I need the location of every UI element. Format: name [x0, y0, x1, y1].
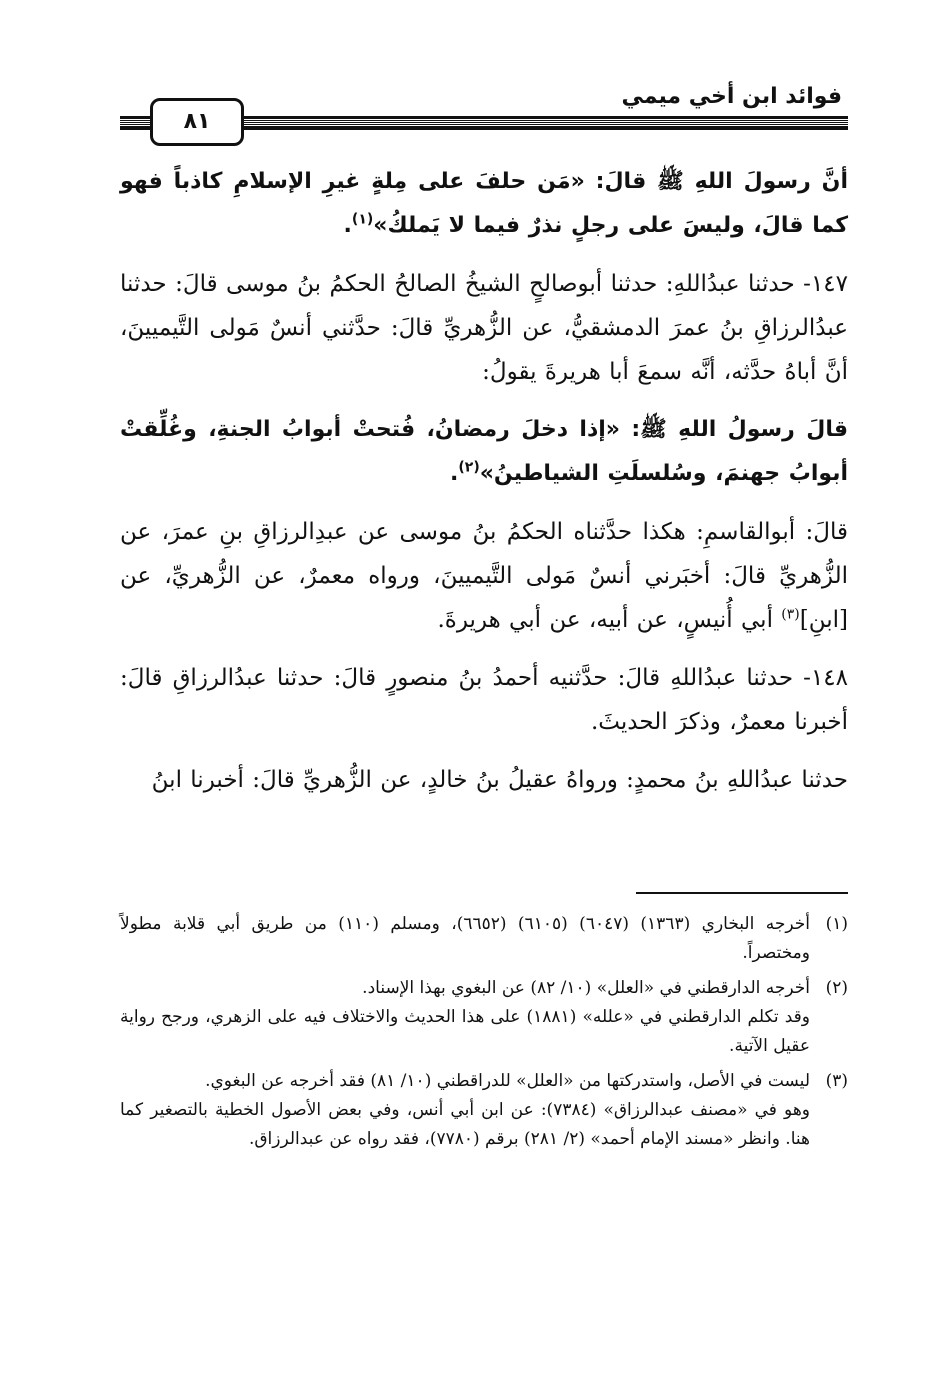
paragraph-text: ١٤٨- حدثنا عبدُاللهِ قالَ: حدَّثنيه أحمدُ بنُ منصورٍ قالَ: حدثنا عبدُالرزاقِ قالَ: أخبرنا معمرٌ، وذكرَ الحديثَ. [120, 665, 848, 735]
footnote-number: (٢) [825, 978, 848, 998]
footnote-ref: (٣) [781, 606, 800, 623]
footnote-line: وقد تكلم الدارقطني في «علله» (١٨٨١) على هذا الحديث والاختلاف فيه على الزهري، ورجح رواية عقيل الآتية. [120, 1007, 810, 1056]
paragraph-end: . [450, 461, 459, 486]
footnote-number: (٣) [825, 1071, 848, 1091]
footnote-item [120, 910, 848, 968]
footnote-line: أخرجه الدارقطني في «العلل» (١٠/ ٨٢) عن البغوي بهذا الإسناد. [362, 978, 810, 998]
footnote-number: (١) [825, 914, 848, 934]
footnote-line: ليست في الأصل، واستدركتها من «العلل» للدراقطني (١٠/ ٨١) فقد أخرجه عن البغوي. [205, 1071, 810, 1091]
footnote-line: وهو في «مصنف عبدالرزاق» (٧٣٨٤): عن ابن أبي أنس، وفي بعض الأصول الخطية بالتصغير كما هنا. وانظر «مسند الإمام أحمد» (٢/ ٢٨١) برقم (٧٧٨٠)، فقد رواه عن عبدالرزاق. [120, 1100, 810, 1149]
page-header [120, 70, 848, 150]
book-page [120, 70, 848, 1370]
paragraph [120, 160, 848, 248]
paragraph-text: ١٤٧- حدثنا عبدُاللهِ: حدثنا أبوصالحٍ الشيخُ الصالحُ الحكمُ بنُ موسى قالَ: حدثنا عبدُالرزاقِ بنُ عمرَ الدمشقيُّ، عن الزُّهريِّ قالَ: حدَّثني أنسٌ مَولى التَّيميينَ، أنَّ أباهُ حدَّثه، أنَّه سمعَ أبا هريرةَ يقولُ: [120, 271, 848, 385]
footnote-ref: (١) [351, 211, 374, 228]
footnote-line: أخرجه البخاري (١٣٦٣) (٦٠٤٧) (٦١٠٥) (٦٦٥٢)، ومسلم (١١٠) من طريق أبي قلابة مطولاً ومختصراً. [120, 914, 811, 963]
footnotes [120, 910, 848, 1160]
paragraph [120, 758, 848, 802]
footnote-separator [636, 892, 848, 894]
footnote-item [120, 974, 848, 1061]
footnote-item [120, 1067, 848, 1154]
paragraph-end: أبي أُنيسٍ، عن أبيه، عن أبي هريرةَ. [437, 607, 782, 633]
paragraph [120, 262, 848, 394]
paragraph [120, 510, 848, 642]
main-text [120, 160, 848, 816]
footnote-ref: (٢) [458, 459, 480, 476]
paragraph-text: قالَ: أبوالقاسمِ: هكذا حدَّثناه الحكمُ بنُ موسى عن عبدِالرزاقِ بنِ عمرَ، عن الزُّهريِّ قالَ: أخبَرني أنسٌ مَولى التَّيميينَ، ورواه معمرٌ، عن الزُّهريِّ، عن [ابنِ] [120, 519, 848, 633]
paragraph [120, 408, 848, 496]
paragraph-text: قالَ رسولُ اللهِ ﷺ: «إذا دخلَ رمضانُ، فُتحتْ أبوابُ الجنةِ، وغُلِّقتْ أبوابُ جهنمَ، وسُلسلَتِ الشياطينُ» [120, 417, 848, 486]
paragraph-end: . [343, 213, 352, 238]
paragraph [120, 656, 848, 744]
running-title: فوائد ابن أخي ميمي [621, 84, 842, 109]
page-number: ٨١ [150, 98, 244, 146]
paragraph-text: أنَّ رسولَ اللهِ ﷺ قالَ: «مَن حلفَ على مِلةٍ غيرِ الإسلامِ كاذباً فهو كما قالَ، وليسَ على رجلٍ نذرٌ فيما لا يَملكُ» [120, 169, 848, 238]
paragraph-text: حدثنا عبدُاللهِ بنُ محمدٍ: ورواهُ عقيلُ بنُ خالدٍ، عن الزُّهريِّ قالَ: أخبرنا ابنُ [151, 767, 848, 793]
